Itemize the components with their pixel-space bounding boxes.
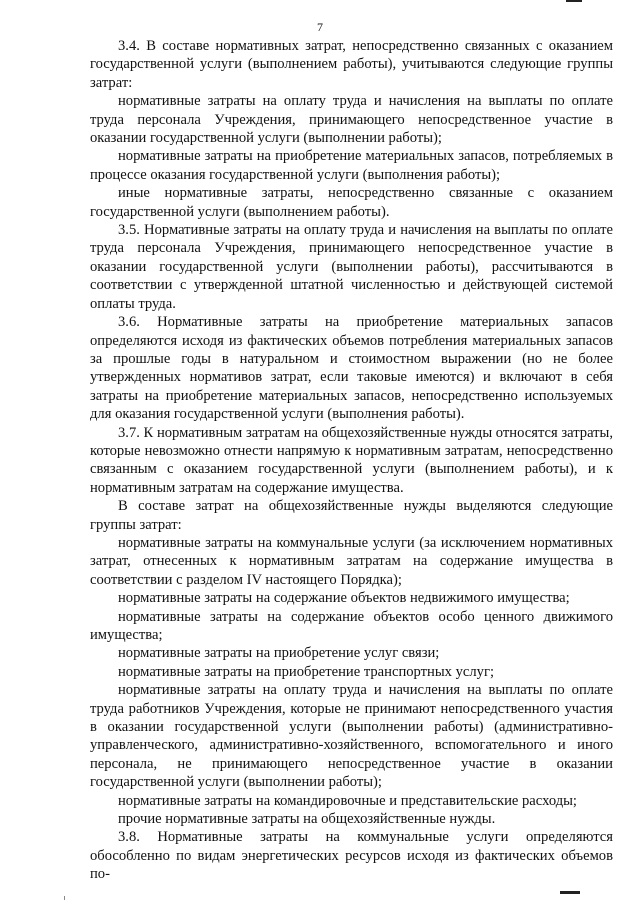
list-item: нормативные затраты на коммунальные услуги (за исключением нормативных затрат, отнесенных к нормативным затратам на содержание имущества в соответствии с разделом IV настоящего Порядка); xyxy=(90,534,613,588)
scan-mark-bottom-right xyxy=(560,891,580,894)
scan-mark-bottom-left xyxy=(64,896,65,900)
list-item: прочие нормативные затраты на общехозяйственные нужды. xyxy=(118,811,496,828)
paragraph-3-7: 3.7. К нормативным затратам на общехозяйственные нужды относятся затраты, которые невозможно отнести напрямую к нормативным затратам, непосредственно связанным с оказанием государственной услуги (выполнением работы), и к нормативным затратам на содержание имущества. xyxy=(90,424,613,496)
scan-mark-top-right xyxy=(566,0,582,2)
list-item: нормативные затраты на содержание объектов особо ценного движимого имущества; xyxy=(90,608,613,643)
list-item: нормативные затраты на содержание объектов недвижимого имущества; xyxy=(118,590,570,607)
list-item: нормативные затраты на командировочные и представительские расходы; xyxy=(118,792,577,809)
paragraph-3-8: 3.8. Нормативные затраты на коммунальные услуги определяются обособленно по видам энергетических ресурсов исходя из фактических объемов по- xyxy=(90,829,613,883)
paragraph-3-4: 3.4. В составе нормативных затрат, непосредственно связанных с оказанием государственной услуги (выполнением работы), учитываются следующие группы затрат: xyxy=(90,38,613,91)
page-number: 7 xyxy=(317,20,323,34)
list-item: нормативные затраты на приобретение материальных запасов, потребляемых в процессе оказания государственной услуги (выполнения работы); xyxy=(90,148,613,183)
list-item: нормативные затраты на оплату труда и начисления на выплаты по оплате труда работников Учреждения, которые не принимают непосредственного участия в оказании государственной услуги (выполнении работы) (административно-управленческого, административно-хозяйственного, вспомогательного и иного персонала, не принимающего непосредственное участие в оказании государственной услуги (выполнении работы); xyxy=(90,682,613,791)
list-item: нормативные затраты на приобретение услуг связи; xyxy=(118,645,440,662)
paragraph-3-5: 3.5. Нормативные затраты на оплату труда и начисления на выплаты по оплате труда персонала Учреждения, принимающего непосредственное участие в оказании государственной услуги (выполнении работы), рассчитываются в соответствии с утвержденной штатной численностью и действующей системой оплаты труда. xyxy=(90,222,613,312)
list-item: иные нормативные затраты, непосредственно связанные с оказанием государственной услуги (выполнением работы). xyxy=(90,185,613,220)
list-item: нормативные затраты на приобретение транспортных услуг; xyxy=(118,663,494,680)
paragraph: В составе затрат на общехозяйственные нужды выделяются следующие группы затрат: xyxy=(90,498,613,533)
paragraph-3-6: 3.6. Нормативные затраты на приобретение материальных запасов определяются исходя из фактических объемов потребления материальных запасов за прошлые годы в натуральном и стоимостном выражении (но не более утвержденных нормативов затрат, если таковые имеются) и включают в себя затраты на приобретение материальных запасов, непосредственно используемых для оказания государственной услуги (выполнения работы). xyxy=(90,314,613,423)
document-body xyxy=(90,37,613,884)
list-item: нормативные затраты на оплату труда и начисления на выплаты по оплате труда персонала Учреждения, принимающего непосредственное участие в оказании государственной услуги (выполнении работы); xyxy=(90,93,613,147)
